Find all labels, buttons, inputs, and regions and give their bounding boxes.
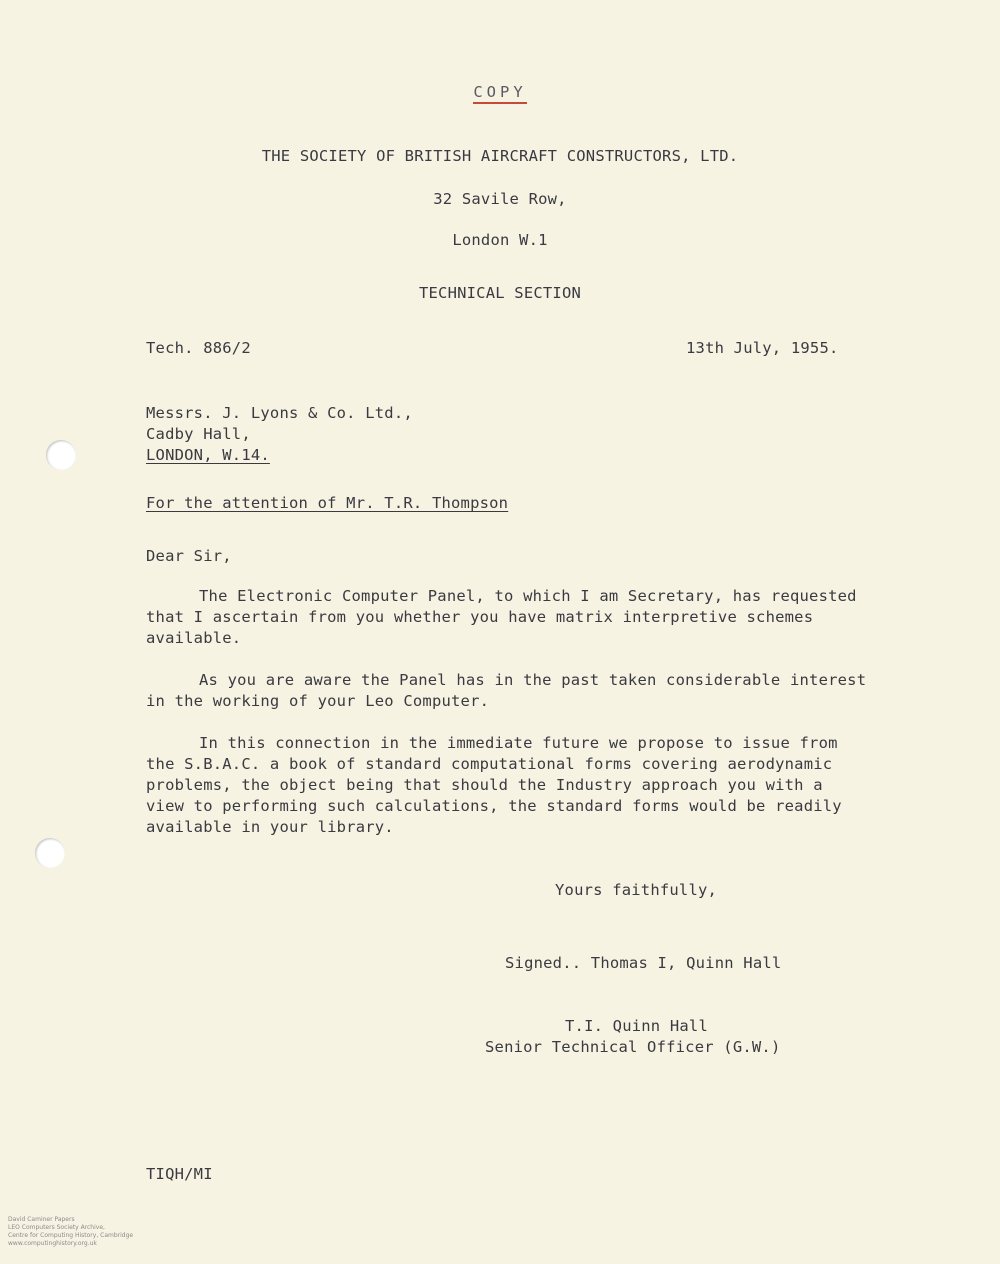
body-paragraph-3-line: the S.B.A.C. a book of standard computational forms covering aerodynamic [146, 755, 833, 773]
attention-line: For the attention of Mr. T.R. Thompson [146, 494, 509, 512]
letter-date: 13th July, 1955. [686, 339, 839, 357]
closing: Yours faithfully, [555, 881, 718, 899]
letterhead-address-street: 32 Savile Row, [433, 190, 567, 208]
body-paragraph-3-line: view to performing such calculations, the standard forms would be readily [146, 797, 842, 815]
body-paragraph-3-line: In this connection in the immediate future we propose to issue from [199, 734, 838, 752]
punch-hole [46, 440, 76, 470]
body-paragraph-3-line: problems, the object being that should the Industry approach you with a [146, 776, 823, 794]
punch-hole [35, 838, 65, 868]
reference-number: Tech. 886/2 [146, 339, 251, 357]
letterhead-section: TECHNICAL SECTION [418, 284, 582, 302]
letterhead-org: THE SOCIETY OF BRITISH AIRCRAFT CONSTRUCTORS, LTD. [261, 147, 739, 165]
body-paragraph-2-line: in the working of your Leo Computer. [146, 692, 490, 710]
archive-footer-line: David Caminer Papers [8, 1216, 75, 1223]
copy-mark: COPY [0, 82, 1000, 103]
reference-initials: TIQH/MI [146, 1165, 213, 1183]
body-paragraph-2-line: As you are aware the Panel has in the past taken considerable interest [199, 671, 867, 689]
archive-footer-line: Centre for Computing History, Cambridge [8, 1232, 134, 1239]
archive-footer-line: www.computinghistory.org.uk [8, 1240, 97, 1247]
archive-footer [8, 1216, 133, 1248]
body-paragraph-1-line: available. [146, 629, 242, 647]
recipient-line-1: Messrs. J. Lyons & Co. Ltd., [146, 404, 413, 422]
body-paragraph-1-line: that I ascertain from you whether you have matrix interpretive schemes [146, 608, 814, 626]
archive-footer-line: LEO Computers Society Archive, [8, 1224, 105, 1231]
recipient-line-3: LONDON, W.14. [146, 446, 270, 464]
body-paragraph-1-line: The Electronic Computer Panel, to which I am Secretary, has requested [199, 587, 857, 605]
letterhead-address-city: London W.1 [452, 231, 548, 249]
signed-line: Signed.. Thomas I, Quinn Hall [505, 954, 782, 972]
body-paragraph-3-line: available in your library. [146, 818, 394, 836]
signatory-name: T.I. Quinn Hall [565, 1017, 708, 1035]
recipient-line-2: Cadby Hall, [146, 425, 251, 443]
signatory-title: Senior Technical Officer (G.W.) [485, 1038, 781, 1056]
salutation: Dear Sir, [146, 547, 232, 565]
